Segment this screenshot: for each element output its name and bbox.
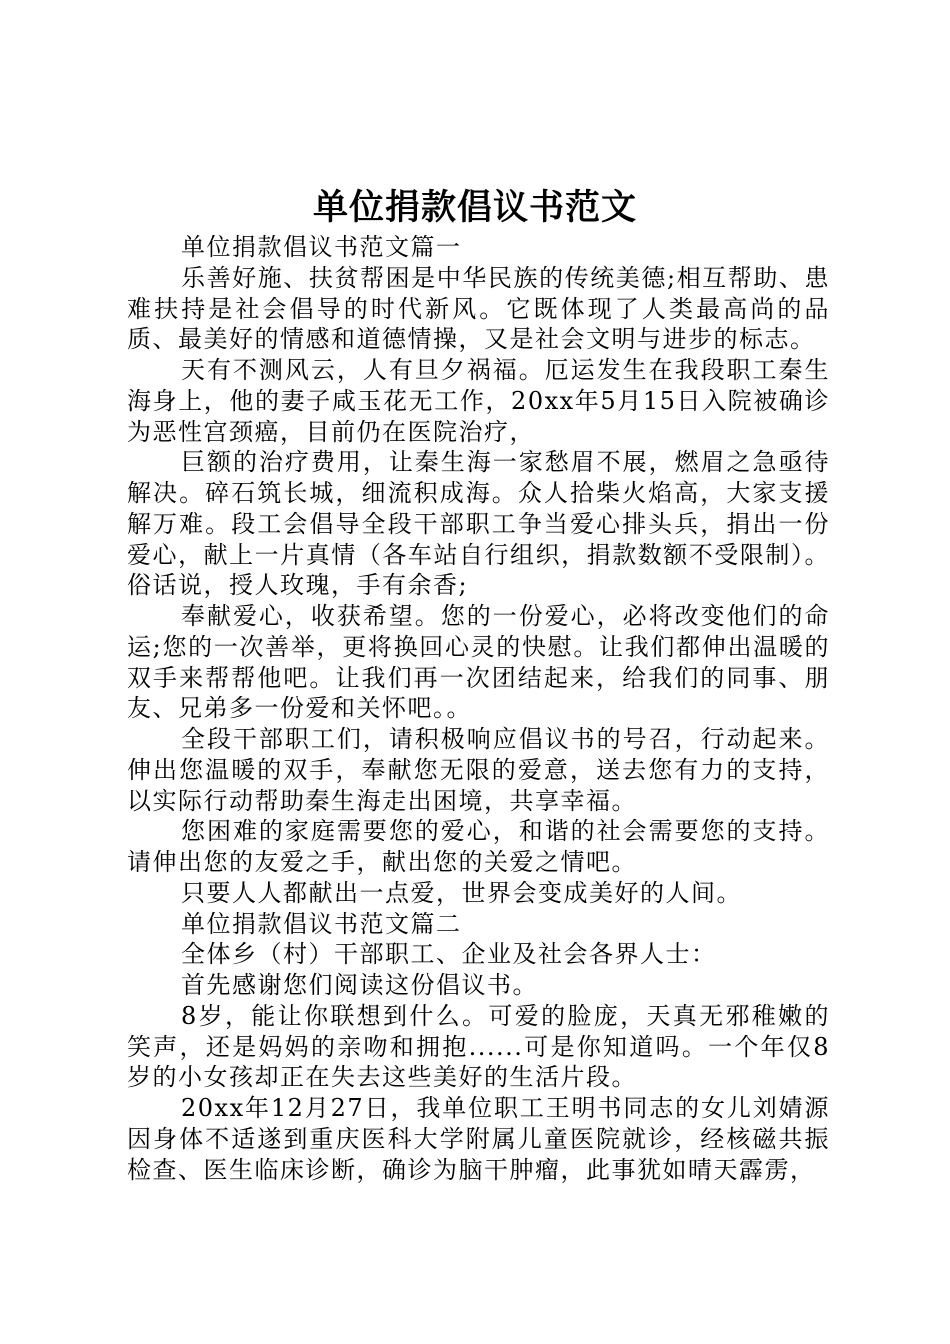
document-title: 单位捐款倡议书范文 [312,187,637,228]
paragraph: 只要人人都献出一点爱，世界会变成美好的人间。 [181,878,742,907]
paragraph: 首先感谢您们阅读这份倡议书。 [181,971,538,999]
paragraph: 20xx年12月27日，我单位职工王明书同志的女儿刘婧源因身体不适遂到重庆医科大学附属儿童医院就诊，经核磁共振检查、医生临床诊断，确诊为脑干肿瘤，此事犹如晴天霹雳， [127,1094,830,1184]
paragraph: 奉献爱心，收获希望。您的一份爱心，必将改变他们的命运;您的一次善举，更将换回心灵的快慰。让我们都伸出温暖的双手来帮帮他吧。让我们再一次团结起来，给我们的同事、朋友、兄弟多一份爱和关怀吧。。 [127,602,830,723]
paragraph: 乐善好施、扶贫帮困是中华民族的传统美德;相互帮助、患难扶持是社会倡导的时代新风。它既体现了人类最高尚的品质、最美好的情感和道德情操，又是社会文明与进步的标志。 [127,263,830,354]
section-heading-2: 单位捐款倡议书范文篇二 [181,909,462,938]
paragraph: 您困难的家庭需要您的爱心，和谐的社会需要您的支持。请伸出您的友爱之手，献出您的关爱之情吧。 [127,817,830,876]
paragraph: 全段干部职工们，请积极响应倡议书的号召，行动起来。伸出您温暖的双手，奉献您无限的爱意，送去您有力的支持，以实际行动帮助秦生海走出困境，共享幸福。 [127,725,830,815]
paragraph: 巨额的治疗费用，让秦生海一家愁眉不展，燃眉之急亟待解决。碎石筑长城，细流积成海。众人拾柴火焰高，大家支援解万难。段工会倡导全段干部职工争当爱心排头兵，捐出一份爱心，献上一片真情（各车站自行组织，捐款数额不受限制）。俗话说，授人玫瑰，手有余香; [127,448,830,600]
paragraph: 天有不测风云，人有旦夕祸福。厄运发生在我段职工秦生海身上，他的妻子咸玉花无工作，20xx年5月15日入院被确诊为恶性宫颈癌，目前仍在医院治疗， [127,356,830,446]
paragraph: 8岁，能让你联想到什么。可爱的脸庞，天真无邪稚嫩的笑声，还是妈妈的亲吻和拥抱......可是你知道吗。一个年仅8岁的小女孩却正在失去这些美好的生活片段。 [127,1001,830,1092]
salutation: 全体乡（村）干部职工、企业及社会各界人士： [181,940,717,969]
document-body [127,232,830,1185]
section-heading-1: 单位捐款倡议书范文篇一 [181,233,462,261]
